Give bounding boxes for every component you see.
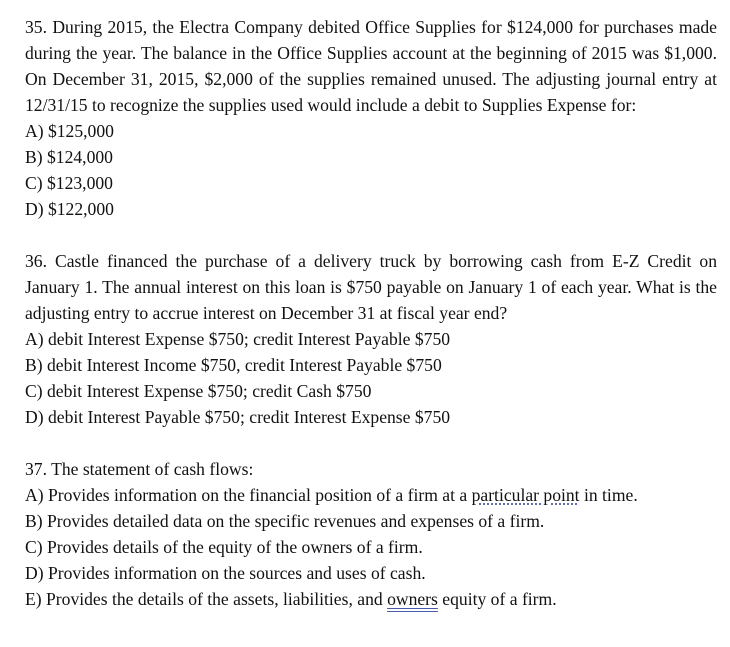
grammar-marked-phrase: particular point [471,485,580,505]
question-37-choice-e [25,586,717,612]
question-35-choices [25,118,717,222]
question-36-choice-d: D) debit Interest Payable $750; credit Interest Expense $750 [25,407,451,427]
choice-e-text-start: E) Provides the details of the assets, liabilities, and [25,589,388,609]
question-35-choice-b: B) $124,000 [25,147,113,167]
question-37-stem: 37. The statement of cash flows: [25,459,254,479]
question-36-stem: 36. Castle financed the purchase of a delivery truck by borrowing cash from E-Z Credit on January 1. The annual interest on this loan is $750 payable on January 1 of each year. What is the adjusting entry to accrue interest on December 31 at fiscal year end? [25,251,717,323]
question-36-choice-a: A) debit Interest Expense $750; credit Interest Payable $750 [25,329,451,349]
question-35-choice-d: D) $122,000 [25,199,114,219]
question-35-stem: 35. During 2015, the Electra Company debited Office Supplies for $124,000 for purchases made during the year. The balance in the Office Supplies account at the beginning of 2015 was $1,000. On December 31, 2015, $2,000 of the supplies remained unused. The adjusting journal entry at 12/31/15 to recognize the supplies used would include a debit to Supplies Expense for: [25,17,717,115]
choice-a-text-end: in time. [579,485,638,505]
question-37-choice-c: C) Provides details of the equity of the owners of a firm. [25,537,423,557]
question-35 [25,14,717,222]
question-36-choice-b: B) debit Interest Income $750, credit Interest Payable $750 [25,355,442,375]
choice-e-text-end: equity of a firm. [437,589,557,609]
question-35-choice-c: C) $123,000 [25,173,113,193]
question-37-choice-a [25,482,717,508]
choice-a-text-start: A) Provides information on the financial position of a firm at a [25,485,472,505]
question-37-choices [25,482,717,612]
question-36 [25,248,717,430]
question-37 [25,456,717,612]
question-37-choice-d: D) Provides information on the sources and uses of cash. [25,563,426,583]
grammar-marked-word: owners [387,589,438,609]
question-36-choices [25,326,717,430]
question-37-choice-b: B) Provides detailed data on the specific revenues and expenses of a firm. [25,511,545,531]
question-35-choice-a: A) $125,000 [25,121,114,141]
question-36-choice-c: C) debit Interest Expense $750; credit Cash $750 [25,381,372,401]
